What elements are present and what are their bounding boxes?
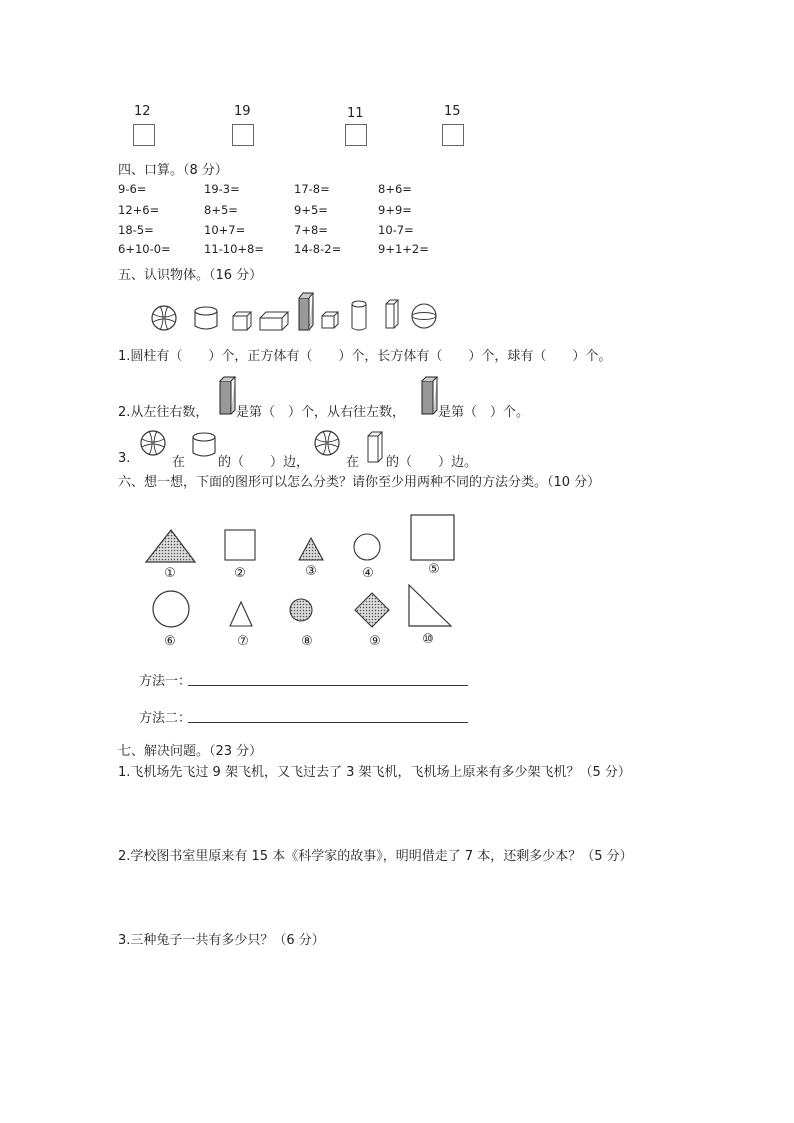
- triangle-shape: [146, 530, 195, 562]
- ball-icon: [412, 304, 436, 328]
- shape-label-6: ⑥: [164, 634, 176, 649]
- ball-icon: [152, 306, 176, 330]
- calc-item: 7+8=: [294, 223, 328, 237]
- ball-icon: [138, 428, 170, 460]
- calc-item: 9-6=: [118, 182, 147, 196]
- method1-label: 方法一：: [139, 674, 192, 689]
- calc-item: 11-10+8=: [204, 242, 265, 256]
- calc-item: 12+6=: [118, 203, 160, 217]
- shape-label-8: ⑧: [301, 634, 313, 649]
- section7-q3: 3.三种兔子一共有多少只？（6 分）: [118, 933, 325, 948]
- cuboid-icon: [366, 430, 386, 464]
- shape-label-5: ⑤: [428, 562, 440, 577]
- section5-title: 五、认识物体。（16 分）: [118, 268, 263, 283]
- number-label-2: 19: [234, 104, 251, 119]
- calc-item: 6+10-0=: [118, 242, 171, 256]
- section7-title: 七、解决问题。（23 分）: [118, 744, 263, 759]
- section5-q2-part2: 是第（ ）个，从右往左数，: [236, 405, 406, 420]
- square-shape: [225, 530, 255, 560]
- diamond-shape: [355, 593, 389, 627]
- calc-item: 9+9=: [378, 203, 412, 217]
- number-label-4: 15: [444, 104, 461, 119]
- triangle-shape: [299, 538, 323, 560]
- calc-item: 17-8=: [294, 182, 330, 196]
- section4-title: 四、口算。（8 分）: [118, 163, 228, 178]
- section5-q2-part1: 2.从左往右数，: [118, 405, 209, 420]
- calc-item: 14-8-2=: [294, 242, 342, 256]
- shape-label-2: ②: [234, 566, 246, 581]
- section5-q3-part3: 的（ ）边，: [218, 455, 310, 470]
- cylinder-icon: [192, 432, 218, 460]
- section5-q3-part4: 在: [346, 455, 360, 470]
- answer-box-4[interactable]: [442, 124, 464, 146]
- right-triangle-shape: [409, 585, 451, 626]
- circle-shape: [153, 591, 189, 627]
- calc-item: 8+6=: [378, 182, 412, 196]
- section5-q3-part1: 3.: [118, 451, 131, 466]
- section5-q3-part2: 在: [172, 455, 186, 470]
- circle-shape: [354, 534, 380, 560]
- section7-q1: 1.飞机场先飞过 9 架飞机，又飞过去了 3 架飞机，飞机场上原来有多少架飞机？（5 分）: [118, 765, 631, 780]
- calc-item: 9+1+2=: [378, 242, 429, 256]
- section5-q2-part3: 是第（ ）个。: [438, 405, 530, 420]
- circle-shape: [290, 599, 312, 621]
- tall-cuboid-icon: [219, 376, 237, 416]
- solid-objects-row: [140, 290, 450, 334]
- calc-item: 8+5=: [204, 203, 238, 217]
- cube-icon: [322, 312, 338, 328]
- cuboid-icon: [386, 300, 398, 328]
- cube-icon: [233, 312, 251, 330]
- cylinder-icon: [195, 307, 217, 329]
- method1-answer-line[interactable]: [188, 685, 468, 686]
- method2-label: 方法二：: [139, 711, 192, 726]
- calc-item: 10-7=: [378, 223, 414, 237]
- shape-label-7: ⑦: [237, 634, 249, 649]
- calc-item: 18-5=: [118, 223, 154, 237]
- section5-q1: 1.圆柱有（ ）个，正方体有（ ）个，长方体有（ ）个，球有（ ）个。: [118, 349, 612, 364]
- answer-box-2[interactable]: [232, 124, 254, 146]
- square-shape: [411, 515, 454, 560]
- shape-label-10: ⑩: [422, 632, 434, 647]
- answer-box-3[interactable]: [345, 124, 367, 146]
- ball-icon: [312, 428, 344, 460]
- section5-q3-part5: 的（ ）边。: [386, 455, 478, 470]
- cylinder-icon: [352, 301, 366, 330]
- calc-item: 9+5=: [294, 203, 328, 217]
- number-label-1: 12: [134, 104, 151, 119]
- section6-title: 六、想一想，下面的图形可以怎么分类？请你至少用两种不同的方法分类。（10 分）: [118, 475, 601, 490]
- shape-label-9: ⑨: [369, 634, 381, 649]
- method2-answer-line[interactable]: [188, 722, 468, 723]
- tall-cuboid-icon: [421, 376, 439, 416]
- shape-label-4: ④: [362, 566, 374, 581]
- calc-item: 19-3=: [204, 182, 240, 196]
- answer-box-1[interactable]: [133, 124, 155, 146]
- calc-item: 10+7=: [204, 223, 246, 237]
- shape-label-1: ①: [164, 566, 176, 581]
- number-label-3: 11: [347, 106, 364, 121]
- tall-cuboid-icon: [299, 293, 313, 330]
- shape-label-3: ③: [305, 564, 317, 579]
- cuboid-icon: [260, 312, 288, 330]
- section7-q2: 2.学校图书室里原来有 15 本《科学家的故事》，明明借走了 7 本，还剩多少本？（5 分）: [118, 849, 633, 864]
- triangle-shape: [230, 602, 252, 626]
